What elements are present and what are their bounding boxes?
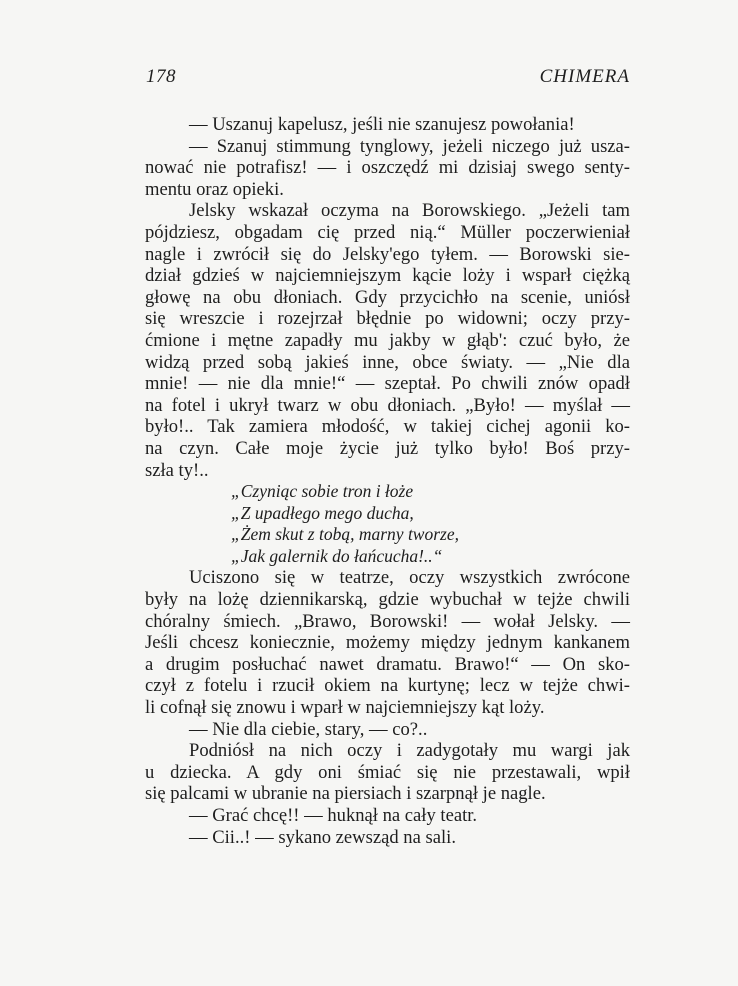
text-line: ćmione i mętne zapadły mu jakby w głąb': czuć było, że (145, 329, 630, 351)
text-line: było!.. Tak zamiera młodość, w takiej cichej agonii ko- (145, 416, 630, 438)
text-line: u dziecka. A gdy oni śmiać się nie przestawali, wpił (145, 761, 630, 783)
text-line: na czyn. Całe moje życie już tylko było! Boś przy- (145, 437, 630, 459)
text-line: a drugim posłuchać nawet dramatu. Brawo!“ — On sko- (145, 653, 630, 675)
text-line: widzą przed sobą jakieś inne, obce światy. — „Nie dla (145, 351, 630, 373)
text-line: li cofnął się znowu i wparł w najciemniejszy kąt loży. (145, 697, 545, 719)
text-line: były na lożę dziennikarską, gdzie wybuchał w tejże chwili (145, 589, 630, 611)
text-line: czył z fotelu i rzucił okiem na kurtynę; lecz w tejże chwi- (145, 675, 630, 697)
verse-line: „Żem skut z tobą, marny tworze, (231, 524, 459, 545)
verse-line: „Czyniąc sobie tron i łoże (231, 481, 414, 502)
text-line: się wreszcie i rozejrzał błędnie po widowni; oczy przy- (145, 308, 630, 330)
verse-line: „Z upadłego mego ducha, (231, 502, 414, 523)
text-line: Uciszono się w teatrze, oczy wszystkich zwrócone (189, 567, 630, 589)
text-line: głowę na obu dłoniach. Gdy przycichło na scenie, uniósł (145, 286, 630, 308)
text-line: nować nie potrafisz! — i oszczędź mi dzisiaj swego senty- (145, 157, 630, 179)
text-line: Jeśli chcesz koniecznie, możemy między jednym kankanem (145, 632, 630, 654)
page-body-text (145, 114, 630, 848)
text-line: — Nie dla ciebie, stary, — co?.. (189, 718, 428, 740)
text-line: mentu oraz opieki. (145, 178, 284, 200)
text-line: — Cii..! — sykano zewsząd na sali. (189, 826, 456, 848)
text-line: pójdziesz, obgadam cię przed nią.“ Müller poczerwieniał (145, 221, 630, 243)
text-line: Podniósł na nich oczy i zadygotały mu wargi jak (189, 740, 630, 762)
page-number: 178 (146, 66, 176, 87)
text-line: mnie! — nie dla mnie!“ — szeptał. Po chwili znów opadł (145, 373, 630, 395)
text-line: szła ty!.. (145, 459, 209, 481)
text-line: — Szanuj stimmung tynglowy, jeżeli niczego już usza- (189, 135, 630, 157)
text-line: się palcami w ubranie na piersiach i szarpnął je nagle. (145, 783, 546, 805)
running-title: CHIMERA (539, 66, 630, 87)
text-line: nagle i zwrócił się do Jelsky'ego tyłem. — Borowski sie- (145, 243, 630, 265)
text-line: Jelsky wskazał oczyma na Borowskiego. „Jeżeli tam (189, 200, 630, 222)
text-line: dział gdzieś w najciemniejszym kącie loży i wsparł ciężką (145, 265, 630, 287)
text-line: — Grać chcę!! — huknął na cały teatr. (189, 805, 478, 826)
text-line: — Uszanuj kapelusz, jeśli nie szanujesz powołania! (189, 114, 575, 135)
verse-line: „Jak galernik do łańcucha!..“ (231, 545, 443, 566)
text-line: na fotel i ukrył twarz w obu dłoniach. „Było! — myślał — (145, 394, 630, 416)
text-line: chóralny śmiech. „Brawo, Borowski! — wołał Jelsky. — (145, 610, 630, 632)
